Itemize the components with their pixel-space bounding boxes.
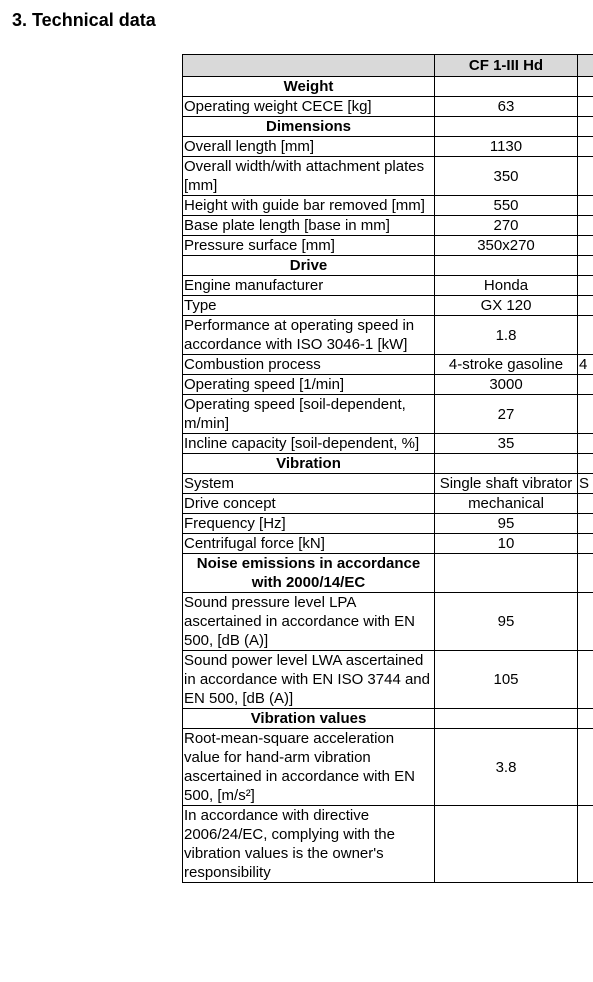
section-label: Dimensions: [183, 117, 435, 137]
section-row: [183, 709, 593, 729]
table-row: [183, 806, 593, 883]
edge-cell: [578, 806, 593, 883]
section-empty-cell: [435, 454, 578, 474]
row-value: 35: [435, 434, 578, 454]
section-row: [183, 454, 593, 474]
section-empty-cell: [435, 77, 578, 97]
row-label: Base plate length [base in mm]: [183, 216, 435, 236]
row-value: 27: [435, 395, 578, 434]
section-empty-cell: [435, 709, 578, 729]
row-label: Overall width/with attachment plates [mm]: [183, 157, 435, 196]
row-label: In accordance with directive 2006/24/EC, complying with the vibration values is the owner's responsibility: [183, 806, 435, 883]
row-value: 3.8: [435, 729, 578, 806]
table-row: [183, 157, 593, 196]
row-label: Overall length [mm]: [183, 137, 435, 157]
row-label: Root-mean-square acceleration value for hand-arm vibration ascertained in accordance with EN 500, [m/s²]: [183, 729, 435, 806]
section-row: [183, 117, 593, 137]
table-row: [183, 514, 593, 534]
section-empty-cell: [435, 117, 578, 137]
edge-cell: [578, 729, 593, 806]
table-row: [183, 296, 593, 316]
row-value: 105: [435, 651, 578, 709]
row-label: Incline capacity [soil-dependent, %]: [183, 434, 435, 454]
page-heading: 3. Technical data: [12, 10, 156, 30]
row-value: 63: [435, 97, 578, 117]
table-row: [183, 316, 593, 355]
table-row: [183, 196, 593, 216]
edge-cell: S: [578, 474, 593, 494]
table-row: [183, 474, 593, 494]
row-value: 10: [435, 534, 578, 554]
edge-cell: [578, 375, 593, 395]
row-label: Height with guide bar removed [mm]: [183, 196, 435, 216]
table-row: [183, 729, 593, 806]
row-value: 3000: [435, 375, 578, 395]
edge-cell: [578, 157, 593, 196]
edge-cell: [578, 137, 593, 157]
section-label: Vibration: [183, 454, 435, 474]
row-value: Single shaft vibrator: [435, 474, 578, 494]
edge-cell: [578, 494, 593, 514]
edge-cell: [578, 256, 593, 276]
row-value: GX 120: [435, 296, 578, 316]
row-label: Operating speed [soil-dependent, m/min]: [183, 395, 435, 434]
edge-cell: [578, 593, 593, 651]
row-value: mechanical: [435, 494, 578, 514]
section-label: Drive: [183, 256, 435, 276]
table-row: [183, 137, 593, 157]
table-row: [183, 216, 593, 236]
table-row: [183, 494, 593, 514]
section-empty-cell: [435, 256, 578, 276]
section-row: [183, 77, 593, 97]
edge-cell: [578, 117, 593, 137]
row-label: Operating speed [1/min]: [183, 375, 435, 395]
technical-data-table: [182, 54, 593, 883]
row-value: 270: [435, 216, 578, 236]
edge-cell: [578, 236, 593, 256]
row-label: Sound pressure level LPA ascertained in accordance with EN 500, [dB (A)]: [183, 593, 435, 651]
section-empty-cell: [435, 554, 578, 593]
table-row: [183, 236, 593, 256]
table-row: [183, 375, 593, 395]
section-label: Vibration values: [183, 709, 435, 729]
row-value: 550: [435, 196, 578, 216]
row-label: Performance at operating speed in accordance with ISO 3046-1 [kW]: [183, 316, 435, 355]
row-label: Pressure surface [mm]: [183, 236, 435, 256]
section-row: [183, 554, 593, 593]
table-row: [183, 434, 593, 454]
row-label: Combustion process: [183, 355, 435, 375]
row-label: Drive concept: [183, 494, 435, 514]
section-label: Weight: [183, 77, 435, 97]
row-value: 350x270: [435, 236, 578, 256]
edge-cell: [578, 77, 593, 97]
edge-cell: [578, 196, 593, 216]
table-row: [183, 276, 593, 296]
edge-cell: [578, 709, 593, 729]
column-header-model: CF 1-III Hd: [435, 55, 578, 77]
table-row: [183, 534, 593, 554]
edge-cell: [578, 534, 593, 554]
edge-cell: [578, 216, 593, 236]
row-value: 4-stroke gasoline: [435, 355, 578, 375]
header-edge-cell: [578, 55, 593, 77]
edge-cell: [578, 434, 593, 454]
row-value: 1130: [435, 137, 578, 157]
edge-cell: [578, 316, 593, 355]
table-header-row: [183, 55, 593, 77]
row-label: Centrifugal force [kN]: [183, 534, 435, 554]
section-label: Noise emissions in accordance with 2000/14/EC: [183, 554, 435, 593]
edge-cell: [578, 97, 593, 117]
edge-cell: [578, 395, 593, 434]
edge-cell: [578, 554, 593, 593]
edge-cell: [578, 296, 593, 316]
row-value: Honda: [435, 276, 578, 296]
row-label: Type: [183, 296, 435, 316]
table-row: [183, 395, 593, 434]
table-row: [183, 97, 593, 117]
row-label: Sound power level LWA ascertained in accordance with EN ISO 3744 and EN 500, [dB (A)]: [183, 651, 435, 709]
section-row: [183, 256, 593, 276]
row-value: 350: [435, 157, 578, 196]
row-label: System: [183, 474, 435, 494]
row-label: Frequency [Hz]: [183, 514, 435, 534]
header-empty-cell: [183, 55, 435, 77]
row-value: 1.8: [435, 316, 578, 355]
edge-cell: [578, 454, 593, 474]
row-label: Engine manufacturer: [183, 276, 435, 296]
table-row: [183, 355, 593, 375]
row-label: Operating weight CECE [kg]: [183, 97, 435, 117]
row-value: [435, 806, 578, 883]
table-row: [183, 651, 593, 709]
edge-cell: [578, 651, 593, 709]
row-value: 95: [435, 514, 578, 534]
table-row: [183, 593, 593, 651]
edge-cell: [578, 276, 593, 296]
edge-cell: 4: [578, 355, 593, 375]
edge-cell: [578, 514, 593, 534]
row-value: 95: [435, 593, 578, 651]
